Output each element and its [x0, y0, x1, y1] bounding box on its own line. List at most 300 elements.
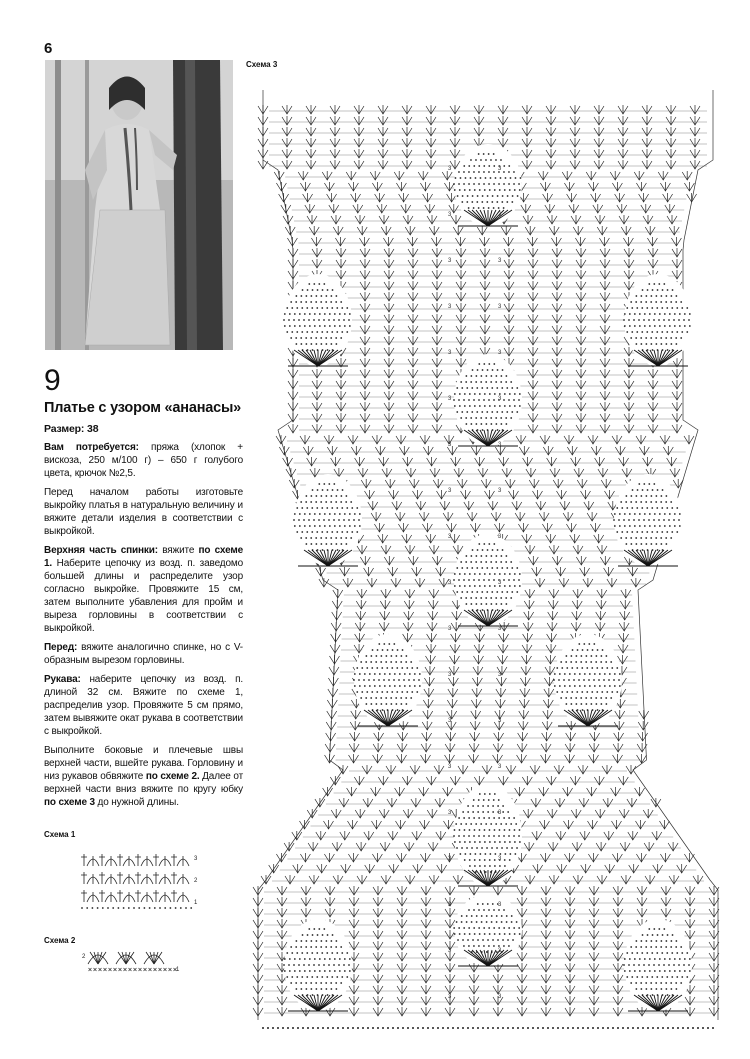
scheme3-v-stitch	[536, 501, 546, 510]
scheme3-v-stitch	[637, 908, 647, 917]
scheme3-pineapple-dot	[466, 591, 468, 593]
scheme3-v-stitch	[432, 424, 442, 433]
scheme3-pineapple-dot	[650, 940, 652, 942]
scheme3-pineapple-dot	[660, 295, 662, 297]
scheme3-pineapple-dot	[461, 567, 463, 569]
scheme1-stitches	[81, 854, 189, 902]
scheme3-v-stitch	[542, 523, 552, 532]
scheme3-v-stitch	[615, 193, 625, 202]
scheme3-v-stitch	[645, 226, 655, 235]
scheme3-pineapple-dot	[484, 393, 486, 395]
scheme3-v-stitch	[546, 655, 556, 664]
scheme3-pineapple-dot	[670, 343, 672, 345]
scheme3-v-stitch	[277, 897, 287, 906]
scheme3-v-stitch	[528, 402, 538, 411]
scheme3-v-stitch	[258, 116, 268, 125]
scheme3-v-stitch	[589, 754, 599, 763]
scheme3-v-stitch	[517, 743, 527, 752]
scheme3-pineapple-dot	[652, 349, 654, 351]
scheme3-v-stitch	[586, 171, 596, 180]
scheme3-pineapple-dot	[488, 909, 490, 911]
scheme3-chain-dot	[262, 1027, 264, 1029]
scheme3-pineapple-dot	[339, 513, 341, 515]
scheme3-pineapple-dot	[561, 667, 563, 669]
scheme3-pineapple-dot	[659, 513, 661, 515]
scheme3-pineapple-dot	[669, 325, 671, 327]
scheme3-v-stitch	[310, 468, 320, 477]
scheme3-v-stitch	[541, 886, 551, 895]
scheme3-v-stitch	[381, 589, 391, 598]
scheme3-pineapple-dot	[306, 307, 308, 309]
scheme3-pineapple-dot	[467, 195, 469, 197]
scheme1-row-number: 1	[194, 900, 198, 906]
scheme3-pineapple-dot	[625, 537, 627, 539]
scheme3-v-stitch	[543, 193, 553, 202]
scheme3-pineapple-dot	[458, 171, 460, 173]
scheme3-chain-dot	[302, 1027, 304, 1029]
scheme3-v-stitch	[397, 941, 407, 950]
scheme3-pineapple-dot	[304, 525, 306, 527]
scheme3-pineapple-dot	[635, 940, 637, 942]
scheme3-pineapple-dot	[485, 597, 487, 599]
scheme3-pineapple-dot	[320, 501, 322, 503]
scheme3-pineapple-dot	[676, 307, 678, 309]
scheme3-pineapple-dot	[488, 945, 490, 947]
scheme3-pineapple-dot	[491, 915, 493, 917]
scheme3-pineapple-dot	[675, 343, 677, 345]
scheme3-v-stitch	[354, 127, 364, 136]
scheme3-pineapple-dot	[470, 597, 472, 599]
scheme3-pineapple-dot	[470, 159, 472, 161]
scheme3-v-stitch	[557, 864, 567, 873]
scheme3-v-stitch	[493, 1007, 503, 1016]
scheme3-v-stitch	[420, 853, 430, 862]
scheme3-chain-dot	[647, 1027, 649, 1029]
scheme3-pineapple-dot	[508, 817, 510, 819]
scheme1-chain-dot	[170, 907, 172, 909]
scheme3-pineapple-dot	[664, 313, 666, 315]
scheme3-pineapple-dot	[356, 531, 358, 533]
scheme3-v-stitch	[515, 787, 525, 796]
scheme3-pineapple-dot	[508, 399, 510, 401]
scheme3-pineapple-dot	[599, 673, 601, 675]
scheme3-pineapple-dot	[504, 859, 506, 861]
scheme3-pineapple-dot	[454, 393, 456, 395]
scheme3-pineapple-dot	[640, 301, 642, 303]
scheme3-pineapple-dot	[600, 697, 602, 699]
scheme3-pineapple-dot	[332, 489, 334, 491]
scheme3-pineapple-dot	[616, 531, 618, 533]
scheme3-pineapple-dot	[308, 519, 310, 521]
scheme3-v-stitch	[565, 897, 575, 906]
scheme3-pineapple-row	[295, 343, 337, 345]
scheme3-pineapple-dot	[631, 976, 633, 978]
scheme3-pineapple-dot	[361, 667, 363, 669]
scheme3-three-marker: 3	[498, 212, 502, 218]
scheme3-v-stitch	[446, 523, 456, 532]
scheme3-v-stitch	[480, 314, 490, 323]
scheme3-v-stitch	[425, 204, 435, 213]
scheme3-pineapple-dot	[310, 337, 312, 339]
scheme3-pineapple-dot	[335, 988, 337, 990]
scheme3-pineapple-dot	[494, 853, 496, 855]
scheme3-pineapple-dot	[661, 307, 663, 309]
scheme3-v-stitch	[546, 534, 556, 543]
scheme3-pineapple-dot	[303, 964, 305, 966]
scheme3-pineapple-dot	[458, 835, 460, 837]
scheme3-pineapple-dot	[650, 543, 652, 545]
scheme3-pineapple-dot	[351, 507, 353, 509]
scheme3-pineapple-dot	[654, 525, 656, 527]
scheme3-v-stitch	[589, 963, 599, 972]
scheme3-v-stitch	[284, 842, 294, 851]
scheme3-pineapple-dot	[656, 307, 658, 309]
scheme3-pineapple-dot	[659, 525, 661, 527]
scheme3-chain-dot	[337, 1027, 339, 1029]
scheme3-v-stitch	[450, 644, 460, 653]
scheme3-v-stitch	[423, 710, 433, 719]
scheme3-pineapple-dot	[473, 927, 475, 929]
scheme1-treble-stitch	[135, 854, 141, 866]
scheme3-pineapple-dot	[324, 313, 326, 315]
scheme3-pineapple-dot	[483, 579, 485, 581]
scheme3-pineapple-dot	[488, 927, 490, 929]
scheme3-pineapple-row	[365, 655, 407, 657]
scheme3-v-stitch	[384, 358, 394, 367]
scheme2-single-crochet	[119, 968, 122, 971]
scheme3-pineapple-dot	[478, 543, 480, 545]
scheme3-pineapple-dot	[320, 543, 322, 545]
scheme3-pineapple-dot	[475, 417, 477, 419]
scheme3-pineapple-dot	[579, 685, 581, 687]
scheme3-pineapple-dot	[501, 921, 503, 923]
scheme3-pineapple-dot	[334, 513, 336, 515]
scheme3-pineapple-dot	[461, 591, 463, 593]
scheme3-pineapple-dot	[640, 337, 642, 339]
scheme3-v-stitch	[381, 545, 391, 554]
scheme3-pineapple-dot	[494, 573, 496, 575]
scheme1-treble-stitch	[135, 872, 141, 884]
scheme3-v-stitch	[477, 226, 487, 235]
scheme3-pineapple-dot	[496, 915, 498, 917]
scheme3-pineapple-dot	[501, 915, 503, 917]
scheme3-v-stitch	[450, 149, 460, 158]
scheme3-v-stitch	[666, 105, 676, 114]
scheme3-pineapple-dot	[658, 283, 660, 285]
scheme3-pineapple-dot	[495, 597, 497, 599]
scheme3-pineapple-dot	[330, 501, 332, 503]
scheme3-v-stitch	[405, 875, 415, 884]
scheme3-v-stitch	[399, 446, 409, 455]
scheme3-pineapple-dot	[471, 847, 473, 849]
scheme1-chain-dot	[164, 907, 166, 909]
scheme3-pineapple-dot	[653, 964, 655, 966]
scheme3-v-stitch	[531, 798, 541, 807]
scheme3-pineapple-dot	[667, 289, 669, 291]
scheme3-pineapple-dot	[305, 946, 307, 948]
scheme3-v-stitch	[258, 127, 268, 136]
scheme3-v-stitch	[661, 897, 671, 906]
scheme3-pineapple-dot	[346, 531, 348, 533]
scheme3-pineapple-dot	[636, 531, 638, 533]
scheme3-pineapple-dot	[650, 301, 652, 303]
scheme3-pineapple-dot	[480, 561, 482, 563]
scheme3-pineapple-dot	[483, 799, 485, 801]
scheme3-pineapple-dot	[604, 673, 606, 675]
scheme3-v-stitch	[444, 820, 454, 829]
scheme3-pineapple-dot	[667, 994, 669, 996]
scheme3-pineapple-dot	[380, 655, 382, 657]
scheme3-pineapple-dot	[296, 531, 298, 533]
scheme3-v-stitch	[330, 138, 340, 147]
scheme3-pineapple-dot	[495, 561, 497, 563]
scheme3-pineapple-dot	[572, 649, 574, 651]
scheme3-v-stitch	[539, 512, 549, 521]
scheme3-pineapple-dot	[655, 940, 657, 942]
scheme3-pineapple-dot	[290, 946, 292, 948]
scheme3-three-marker: 3	[498, 856, 502, 862]
scheme3-pineapple-dot	[483, 835, 485, 837]
scheme3-pineapple-dot	[337, 489, 339, 491]
scheme3-pineapple-dot	[295, 337, 297, 339]
scheme3-pineapple-dot	[688, 964, 690, 966]
scheme3-v-stitch	[624, 248, 634, 257]
scheme1-chain-dot	[133, 907, 135, 909]
scheme3-pineapple-dot	[468, 909, 470, 911]
scheme3-pineapple-dot	[413, 679, 415, 681]
scheme3-pineapple-dot	[493, 165, 495, 167]
scheme3-three-marker: 3	[498, 304, 502, 310]
scheme3-pineapple-dot	[490, 603, 492, 605]
scheme3-v-stitch	[308, 842, 318, 851]
scheme3-pineapple-dot	[665, 343, 667, 345]
scheme3-pineapple-dot	[679, 313, 681, 315]
scheme3-pineapple-dot	[626, 976, 628, 978]
scheme3-pineapple-dot	[284, 313, 286, 315]
scheme3-pineapple-dot	[482, 939, 484, 941]
scheme3-pineapple-dot	[455, 177, 457, 179]
scheme1-treble-stitch	[81, 872, 87, 884]
scheme3-pineapple-dot	[488, 799, 490, 801]
scheme3-pineapple-dot	[488, 817, 490, 819]
scheme3-pineapple-dot	[349, 513, 351, 515]
scheme3-v-stitch	[528, 248, 538, 257]
scheme3-v-stitch	[306, 127, 316, 136]
size-line	[44, 423, 243, 436]
scheme3-pineapple-dot	[588, 643, 590, 645]
scheme3-pineapple-dot	[482, 369, 484, 371]
scheme3-pineapple-dot	[573, 679, 575, 681]
scheme3-pineapple-dot	[575, 661, 577, 663]
scheme3-v-stitch	[450, 138, 460, 147]
scheme3-pineapple-dot	[313, 283, 315, 285]
scheme3-pineapple-dot	[648, 519, 650, 521]
scheme3-v-stitch	[360, 380, 370, 389]
scheme3-pineapple-dot	[464, 405, 466, 407]
scheme3-pineapple-dot	[476, 201, 478, 203]
scheme3-v-stitch	[672, 248, 682, 257]
scheme3-pineapple-dot	[310, 946, 312, 948]
scheme3-v-stitch	[319, 578, 329, 587]
scheme3-pineapple-dot	[494, 793, 496, 795]
scheme3-chain-dot	[512, 1027, 514, 1029]
scheme3-pineapple-dot	[484, 841, 486, 843]
scheme3-pineapple-dot	[490, 159, 492, 161]
scheme3-pineapple-dot	[466, 201, 468, 203]
scheme3-pineapple-dot	[495, 375, 497, 377]
scheme3-v-stitch	[384, 380, 394, 389]
scheme3-pineapple	[453, 354, 522, 446]
scheme1-chain-dot	[159, 907, 161, 909]
scheme3-v-stitch	[405, 226, 415, 235]
scheme3-pineapple-dot	[329, 958, 331, 960]
scheme3-v-stitch	[358, 468, 368, 477]
scheme3-pineapple-dot	[463, 945, 465, 947]
scheme3-v-stitch	[589, 941, 599, 950]
scheme3-pineapple-dot	[476, 567, 478, 569]
scheme3-pineapple-dot	[481, 915, 483, 917]
scheme3-pineapple-dot	[565, 697, 567, 699]
scheme3-pineapple-dot	[311, 307, 313, 309]
scheme3-pineapple-dot	[570, 661, 572, 663]
scheme3-pineapple-dot	[497, 549, 499, 551]
scheme3-pineapple-dot	[508, 945, 510, 947]
scheme3-pineapple-dot	[405, 655, 407, 657]
scheme3-pineapple-dot	[666, 952, 668, 954]
scheme3-pineapple-dot	[335, 982, 337, 984]
scheme3-v-stitch	[328, 677, 338, 686]
scheme3-pineapple-dot	[338, 519, 340, 521]
scheme3-v-stitch	[517, 985, 527, 994]
scheme3-chain-dot	[312, 1027, 314, 1029]
scheme3-chain-dot	[632, 1027, 634, 1029]
scheme3-v-stitch	[326, 732, 336, 741]
scheme3-pineapple-dot	[328, 519, 330, 521]
scheme3-v-stitch	[403, 622, 413, 631]
scheme3-v-stitch	[325, 743, 335, 752]
scheme3-pineapple-dot	[293, 519, 295, 521]
scheme3-pineapple-dot	[459, 573, 461, 575]
scheme3-pineapple-dot	[483, 183, 485, 185]
scheme3-v-stitch	[364, 831, 374, 840]
scheme3-v-stitch	[589, 952, 599, 961]
scheme3-v-stitch	[397, 974, 407, 983]
scheme3-pineapple-dot	[354, 525, 356, 527]
scheme3-pineapple-dot	[330, 946, 332, 948]
scheme3-pineapple-dot	[469, 865, 471, 867]
scheme3-pineapple-dot	[516, 411, 518, 413]
scheme3-pineapple-dot	[488, 153, 490, 155]
scheme3-v-stitch	[682, 171, 692, 180]
scheme3-pineapple-dot	[560, 697, 562, 699]
scheme3-pineapple-dot	[509, 573, 511, 575]
scheme3-pineapple-dot	[288, 319, 290, 321]
scheme3-pineapple-dot	[650, 537, 652, 539]
scheme3-pineapple-dot	[390, 697, 392, 699]
scheme3-pineapple-dot	[506, 847, 508, 849]
scheme3-pineapple-dot	[576, 691, 578, 693]
scheme3-v-stitch	[456, 303, 466, 312]
scheme3-pineapple-dot	[660, 301, 662, 303]
scheme3-chain-dot	[352, 1027, 354, 1029]
scheme3-pineapple-dot	[321, 976, 323, 978]
scheme3-pineapple-dot	[411, 667, 413, 669]
scheme3-pineapple-dot	[323, 928, 325, 930]
scheme3-v-stitch	[360, 303, 370, 312]
scheme3-pineapple-dot	[502, 939, 504, 941]
scheme3-v-stitch	[523, 633, 533, 642]
scheme3-pineapple-dot	[648, 928, 650, 930]
scheme3-v-stitch	[522, 776, 532, 785]
scheme3-pineapple-dot	[670, 537, 672, 539]
scheme3-v-stitch	[443, 512, 453, 521]
scheme3-pineapple-dot	[296, 331, 298, 333]
scheme3-pineapple-dot	[592, 649, 594, 651]
scheme3-v-stitch	[590, 523, 600, 532]
scheme3-pineapple-dot	[326, 507, 328, 509]
scheme3-pineapple-dot	[325, 343, 327, 345]
scheme3-v-stitch	[332, 600, 342, 609]
scheme3-pineapple-dot	[510, 177, 512, 179]
scheme3-pineapple-dot	[468, 817, 470, 819]
scheme3-v-stitch	[552, 424, 562, 433]
scheme3-v-stitch	[373, 996, 383, 1005]
scheme3-pineapple-dot	[315, 543, 317, 545]
scheme3-pineapple-dot	[670, 295, 672, 297]
scheme3-pineapple-dot	[569, 673, 571, 675]
scheme3-pineapple-dot	[469, 859, 471, 861]
scheme3-pineapple-dot	[490, 597, 492, 599]
scheme3-v-stitch	[432, 347, 442, 356]
scheme3-v-stitch	[570, 105, 580, 114]
scheme3-pineapple-dot	[500, 561, 502, 563]
scheme3-pineapple-dot	[371, 667, 373, 669]
scheme3-v-stitch	[456, 358, 466, 367]
scheme3-v-stitch	[397, 930, 407, 939]
scheme3-v-stitch	[522, 138, 532, 147]
scheme3-pineapple-dot	[519, 393, 521, 395]
scheme3-pineapple-dot	[406, 691, 408, 693]
scheme3-v-stitch	[421, 908, 431, 917]
scheme3-v-stitch	[300, 853, 310, 862]
scheme3-v-stitch	[312, 369, 322, 378]
scheme3-pineapple-dot	[650, 495, 652, 497]
scheme3-pineapple-dot	[519, 841, 521, 843]
scheme3-v-stitch	[316, 567, 326, 576]
scheme3-pineapple-dot	[519, 573, 521, 575]
scheme3-v-stitch	[429, 226, 439, 235]
scheme3-pineapple-dot	[341, 331, 343, 333]
scheme3-pineapple-dot	[326, 976, 328, 978]
scheme3-pineapple-dot	[475, 423, 477, 425]
scheme3-pineapple-dot	[502, 369, 504, 371]
scheme3-v-stitch	[620, 600, 630, 609]
scheme3-pineapple-dot	[358, 519, 360, 521]
scheme3-pineapple-dot	[584, 673, 586, 675]
scheme3-pineapple-dot	[633, 964, 635, 966]
scheme3-pineapple-dot	[513, 835, 515, 837]
scheme3-pineapple-dot	[506, 591, 508, 593]
scheme3-pineapple-dot	[329, 513, 331, 515]
scheme3-pineapple-dot	[477, 811, 479, 813]
scheme3-chain-dot	[287, 1027, 289, 1029]
back-text-1: вяжите	[162, 545, 195, 556]
scheme3-pineapple-dot	[658, 964, 660, 966]
scheme3-pineapple-dot	[308, 283, 310, 285]
scheme3-pineapple-dot	[509, 859, 511, 861]
scheme3-v-stitch	[355, 633, 365, 642]
scheme1-treble-stitch	[117, 890, 123, 902]
